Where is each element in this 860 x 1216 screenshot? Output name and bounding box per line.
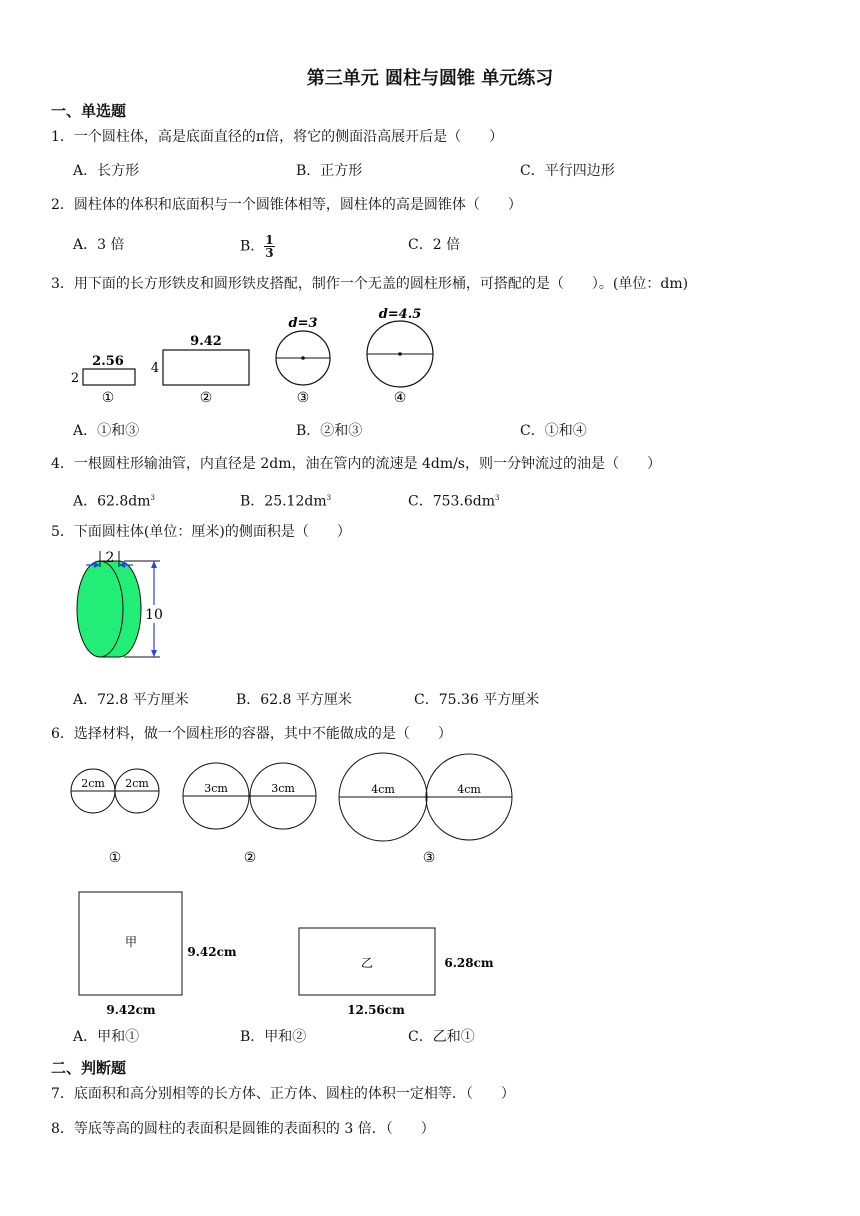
question-5-option-a: A．72.8 平方厘米	[73, 692, 189, 708]
question-2-option-a: A．3 倍	[73, 237, 125, 253]
question-8-stem: 8．等底等高的圆柱的表面积是圆锥的表面积的 3 倍．（ ）	[51, 1121, 435, 1137]
question-7-stem: 7．底面积和高分别相等的长方体、正方体、圆柱的体积一定相等．（ ）	[51, 1086, 515, 1102]
rectangle-1	[71, 354, 135, 406]
top-dimension	[86, 550, 133, 568]
cylinder-shape	[77, 561, 141, 657]
unit-exponent: 3	[326, 494, 332, 502]
circle-pair-3-diameter-a: 4cm	[371, 783, 395, 796]
circle-pair-1-diameter-a: 2cm	[81, 777, 105, 790]
question-4-option-c	[408, 489, 500, 511]
question-6-option-b: B．甲和②	[240, 1029, 307, 1045]
circle-pair-3	[339, 753, 512, 866]
circle-3	[276, 316, 330, 406]
question-1-stem: 1．一个圆柱体，高是底面直径的π倍，将它的侧面沿高展开后是（ ）	[51, 129, 504, 145]
rectangle-1-width: 2.56	[92, 354, 124, 369]
circle-pair-1	[71, 769, 159, 866]
section-heading-true-false: 二、判断题	[51, 1059, 127, 1077]
question-6-stem: 6．选择材料，做一个圆柱形的容器，其中不能做成的是（ ）	[51, 726, 452, 742]
square-jia-bottom: 9.42cm	[106, 1003, 156, 1017]
question-4-option-a-text: A．62.8dm	[73, 493, 151, 510]
rectangle-1-height: 2	[70, 371, 80, 386]
fraction-numerator: 1	[265, 233, 274, 247]
cylinder-height-label: 10	[145, 607, 163, 623]
rectangle-2-width: 9.42	[190, 334, 222, 349]
question-3-stem: 3．用下面的长方形铁皮和圆形铁皮搭配，制作一个无盖的圆柱形桶，可搭配的是（ ）。(单位：dm)	[51, 276, 689, 292]
question-6-option-a: A．甲和①	[73, 1029, 140, 1045]
question-2-stem: 2．圆柱体的体积和底面积与一个圆锥体相等，圆柱体的高是圆锥体（ ）	[51, 197, 522, 213]
question-2-option-c: C．2 倍	[408, 237, 461, 253]
fraction-denominator: 3	[265, 246, 274, 260]
question-5-stem: 5．下面圆柱体(单位：厘米)的侧面积是（ ）	[51, 524, 351, 540]
question-3-figure	[0, 300, 860, 410]
question-1-option-a: A．长方形	[73, 163, 140, 179]
unit-exponent: 3	[495, 494, 500, 502]
question-2-option-b	[240, 234, 275, 259]
square-jia-side: 9.42cm	[187, 945, 237, 959]
square-jia	[79, 892, 237, 1017]
section-heading-single-choice: 一、单选题	[51, 102, 127, 120]
circle-pair-1-diameter-b: 2cm	[125, 777, 149, 790]
unit-exponent: 3	[150, 494, 155, 502]
circle-pair-2-label: ②	[243, 850, 257, 866]
question-3-option-c: C．①和④	[520, 423, 587, 439]
circle-4-diameter: d=4.5	[378, 307, 422, 322]
question-4-option-b-text: B．25.12dm	[240, 493, 327, 510]
question-1-option-c: C．平行四边形	[520, 163, 615, 179]
question-4-stem: 4．一根圆柱形输油管，内直径是 2dm，油在管内的流速是 4dm/s，则一分钟流过的油是（ ）	[51, 456, 661, 472]
rectangle-yi-name: 乙	[360, 956, 374, 970]
circle-pair-2	[183, 763, 316, 866]
rectangle-yi-bottom: 12.56cm	[347, 1003, 405, 1017]
circle-pair-1-label: ①	[108, 850, 122, 866]
circle-pair-2-diameter-b: 3cm	[271, 782, 295, 795]
rectangle-2-height: 4	[150, 361, 160, 376]
circle-4	[367, 307, 433, 406]
question-6-option-c: C．乙和①	[408, 1029, 475, 1045]
question-5-cylinder-figure	[0, 545, 860, 675]
question-1-option-b: B．正方形	[296, 163, 363, 179]
question-4-option-a	[73, 489, 155, 511]
circle-pair-3-diameter-b: 4cm	[457, 783, 481, 796]
cylinder-width-label: 2	[105, 550, 115, 566]
circle-3-label: ③	[296, 390, 310, 406]
circle-3-diameter: d=3	[288, 316, 318, 331]
question-2-option-b-prefix: B．	[240, 238, 265, 255]
page-title: 第三单元 圆柱与圆锥 单元练习	[306, 68, 554, 89]
question-5-option-c: C．75.36 平方厘米	[414, 692, 540, 708]
fraction-one-third	[264, 234, 274, 259]
rectangle-2	[151, 334, 249, 406]
circle-pair-3-label: ③	[422, 850, 436, 866]
rectangle-2-label: ②	[199, 390, 213, 406]
square-jia-name: 甲	[124, 935, 138, 949]
rectangle-1-label: ①	[101, 390, 115, 406]
question-5-option-b: B．62.8 平方厘米	[236, 692, 352, 708]
question-3-option-b: B．②和③	[296, 423, 363, 439]
circle-4-label: ④	[393, 390, 407, 406]
question-6-figure	[0, 750, 860, 1025]
question-3-option-a: A．①和③	[73, 423, 140, 439]
question-4-option-b	[240, 489, 331, 511]
rectangle-yi-side: 6.28cm	[444, 956, 494, 970]
rectangle-yi	[299, 928, 494, 1017]
question-4-option-c-text: C．753.6dm	[408, 493, 496, 510]
circle-pair-2-diameter-a: 3cm	[204, 782, 228, 795]
